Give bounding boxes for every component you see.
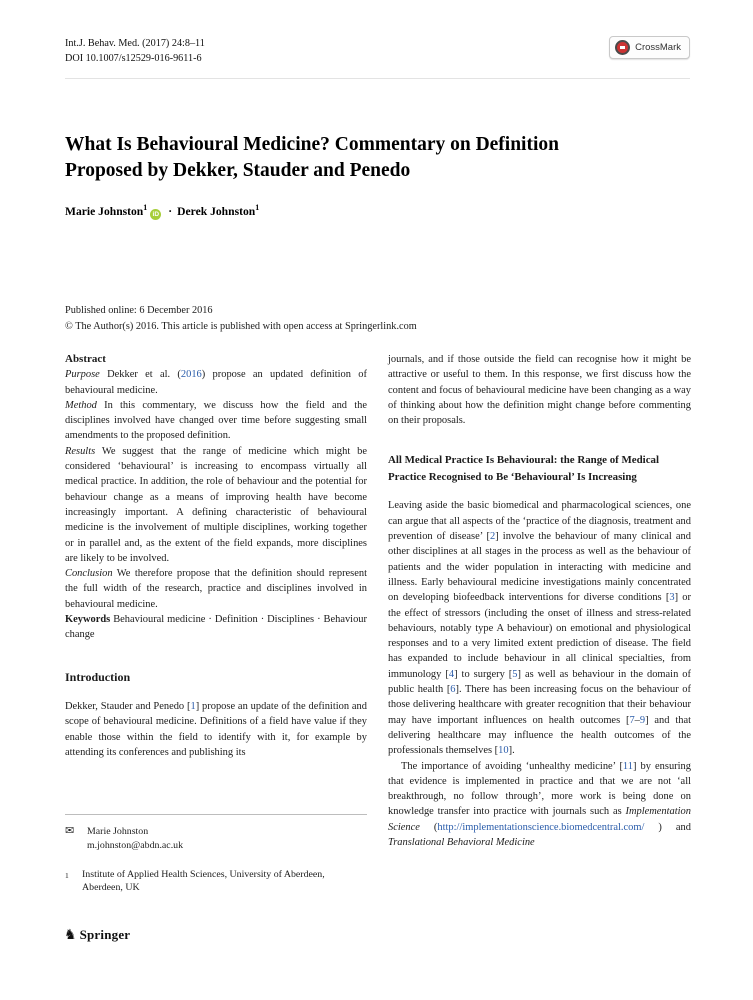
text-run: Leaving aside the basic biomedical and pharmacological sciences, one can argue that all aspects of the ‘practice of the diagnosis, treatment and prevention of disease’ [ <box>388 500 691 543</box>
text-run: Implementation Science <box>388 806 691 833</box>
citation-link[interactable]: 9 <box>639 714 646 726</box>
text-run: – <box>634 714 640 726</box>
crossmark-label: CrossMark <box>635 42 681 53</box>
affiliation-number: 1 <box>65 870 69 880</box>
citation-link[interactable]: 2016 <box>180 369 202 381</box>
author-separator: · <box>168 204 173 218</box>
text-run: ] or the effect of stressors (including the onset of illness and stress-related behaviours, notably type A behaviour) on emotional and physiological responses and to a very limited extent prediction of disease. The field has expanded to include behaviour in all clinical specialties, from immunology [ <box>388 592 692 680</box>
text-run: ] by ensuring that evidence is implemented in practice and that we are not ‘all breakthrough, no follow through’, more work is being done on knowledge transfer into practice with journals such as <box>388 760 691 818</box>
text-run: We therefore propose that the definition should represent the full width of the research, practice and disciplines involved in behavioural medicine. <box>65 568 367 610</box>
springer-horse-icon <box>64 926 77 944</box>
publication-meta <box>65 303 417 334</box>
journal-meta <box>65 36 205 66</box>
text-run: Method <box>65 399 97 411</box>
crossmark-badge[interactable] <box>609 36 690 59</box>
text-run: Results <box>65 445 96 457</box>
abstract-paragraph-purpose <box>65 367 367 398</box>
continuation-paragraph <box>388 352 691 428</box>
affiliation-row <box>65 868 367 896</box>
journal-citation: Int.J. Behav. Med. (2017) 24:8–11 <box>65 38 205 49</box>
author-name: Marie Johnston <box>65 204 144 218</box>
doi-line: DOI 10.1007/s12529-016-9611-6 <box>65 53 202 64</box>
text-run: ) and <box>644 821 691 833</box>
right-column <box>388 352 691 850</box>
text-run: ]. There has been increasing focus on the behaviour of those delivering healthcare with greater recognition that their behaviour may have important influences on health outcomes [ <box>388 684 691 726</box>
author-name: Derek Johnston <box>177 204 256 218</box>
text-run: Translational Behavioral Medicine <box>388 837 535 849</box>
citation-link[interactable]: 5 <box>512 668 518 680</box>
text-run: ] and that delivering healthcare may influence the health outcomes of the professionals themselves [ <box>388 714 691 757</box>
abstract-paragraph-results <box>65 444 367 566</box>
footnote-block <box>65 814 367 895</box>
citation-link[interactable]: 11 <box>622 760 633 772</box>
text-run: In this commentary, we discuss how the field and the disciplines involved have changed over time before suggesting small amendments to the proposed definition. <box>65 399 367 442</box>
envelope-icon <box>65 825 78 839</box>
text-run: We suggest that the range of medicine which might be considered ‘behavioural’ is increasing to encompass virtually all medical practice. In addition, the role of behaviour and the potential for behaviour change as a means of improving health have become increasingly important. A defining characteristic of behavioural medicine is the involvement of multiple disciplines, working together or in parallel and, as the extent of the field expands, more disciplines are likely to be involved. <box>65 445 367 564</box>
citation-link[interactable]: http://implementationscience.biomedcentral.com/ <box>437 821 645 833</box>
copyright-line: © The Author(s) 2016. This article is published with open access at Springerlink.com <box>65 320 417 332</box>
introduction-paragraph <box>65 699 367 760</box>
citation-link[interactable]: 1 <box>190 700 196 712</box>
publisher-name: Springer <box>79 927 131 942</box>
page-header <box>65 36 690 66</box>
text-run: Dekker, Stauder and Penedo [ <box>65 700 191 712</box>
body-paragraph-1 <box>388 498 691 758</box>
text-run: Purpose <box>65 369 100 381</box>
affiliation-superscript: 1 <box>143 203 148 212</box>
keywords-line <box>65 612 367 643</box>
left-column <box>65 352 367 760</box>
section-heading: All Medical Practice Is Behavioural: the Range of Medical Practice Recognised to Be ‘Behavioural’ Is Increasing <box>388 454 660 483</box>
citation-link[interactable]: 10 <box>498 745 509 757</box>
text-run: ( <box>419 821 438 833</box>
crossmark-icon <box>615 40 630 55</box>
abstract-paragraph-conclusion <box>65 566 367 612</box>
text-run: ] as well as behaviour in the domain of public health [ <box>388 668 692 696</box>
citation-link[interactable]: 6 <box>450 684 456 696</box>
article-title: What Is Behavioural Medicine? Commentary on Definition Proposed by Dekker, Stauder and Penedo <box>65 134 559 181</box>
abstract-heading: Abstract <box>65 353 106 365</box>
citation-link[interactable]: 2 <box>490 531 496 543</box>
affiliation-text: Institute of Applied Health Sciences, University of Aberdeen, Aberdeen, UK <box>82 868 325 894</box>
citation-link[interactable]: 3 <box>669 592 675 604</box>
correspondence-email: m.johnston@abdn.ac.uk <box>87 839 184 851</box>
text-run: ] involve the behaviour of many clinical and other disciplines at all stages in the process as well as the behaviour of patients and the wider population in interacting with medicine and illness. Early behavioural medicine investigations mainly concentrated on developing biofeedback interventions for diverse conditions [ <box>388 531 691 604</box>
text-run: Dekker et al. ( <box>99 369 181 381</box>
text-run: Conclusion <box>65 568 113 580</box>
orcid-icon[interactable] <box>150 209 161 220</box>
text-run: ] to surgery [ <box>454 668 513 680</box>
authors-line <box>65 203 259 219</box>
abstract-paragraph-method <box>65 398 367 444</box>
correspondence-row <box>65 825 367 839</box>
text-run: Keywords <box>65 614 111 626</box>
affiliation-superscript: 1 <box>255 203 260 212</box>
text-run: ]. <box>508 745 515 757</box>
header-divider <box>65 78 690 79</box>
introduction-heading: Introduction <box>65 669 131 684</box>
publisher-logo <box>64 926 130 944</box>
text-run: journals, and if those outside the field can recognise how it might be attractive or useful to them. In this response, we first discuss how the content and focus of behavioural medicine have been changing as a way of thinking about how the definition might change before commenting on their proposals. <box>388 354 691 427</box>
text-run: ] propose an update of the definition and scope of behavioural medicine. Definitions of a field have value if they enable those within the field to identify with it, for example by attending its conferences and publishing its <box>65 700 367 758</box>
body-paragraph-2 <box>388 759 691 851</box>
citation-link[interactable]: 7 <box>629 714 635 726</box>
published-online: Published online: 6 December 2016 <box>65 305 213 316</box>
text-run: Behavioural medicine · Definition · Disciplines · Behaviour change <box>65 614 367 641</box>
text-run: ) propose an updated definition of behavioural medicine. <box>65 369 367 396</box>
correspondence-name: Marie Johnston <box>87 826 149 837</box>
text-run: The importance of avoiding ‘unhealthy medicine’ [ <box>401 760 623 772</box>
citation-link[interactable]: 4 <box>448 668 455 680</box>
